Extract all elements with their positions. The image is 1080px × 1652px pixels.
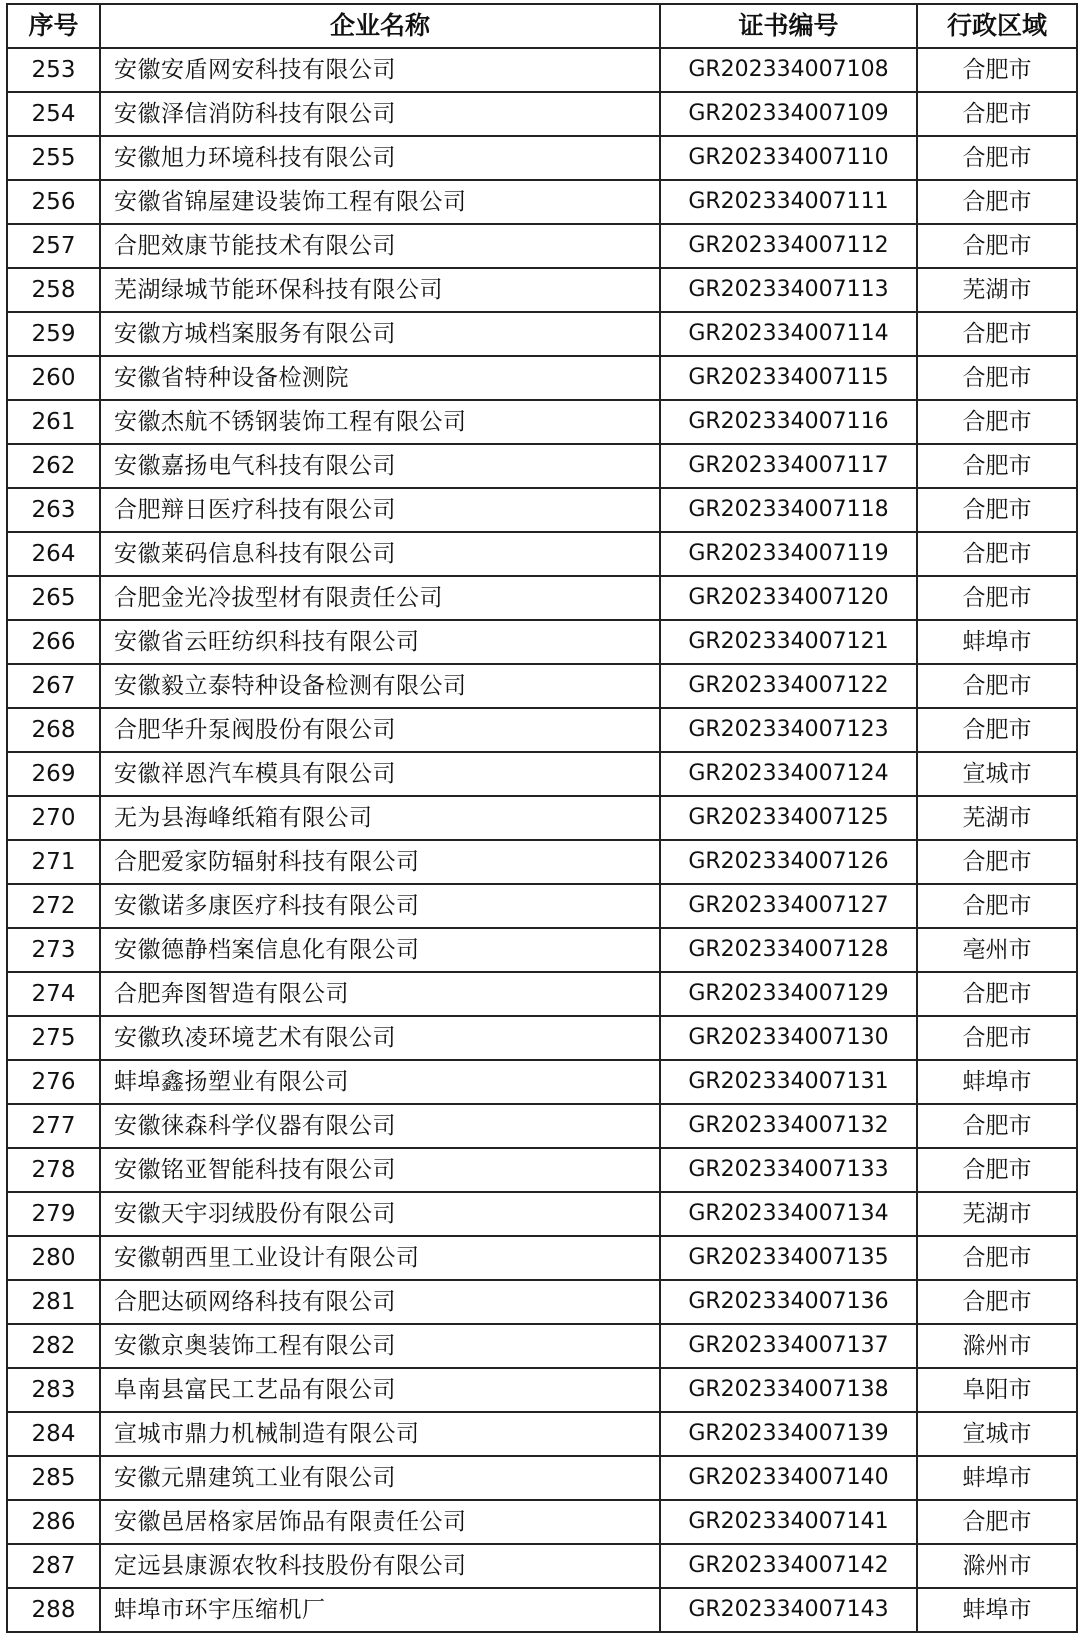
cell-company-name: 定远县康源农牧科技股份有限公司 [100, 1544, 660, 1588]
cell-company-name: 蚌埠鑫扬塑业有限公司 [100, 1060, 660, 1104]
cell-company-name: 安徽邑居格家居饰品有限责任公司 [100, 1500, 660, 1544]
cell-certificate-number: GR202334007115 [660, 356, 917, 400]
cell-certificate-number: GR202334007139 [660, 1412, 917, 1456]
cell-certificate-number: GR202334007108 [660, 48, 917, 92]
cell-certificate-number: GR202334007113 [660, 268, 917, 312]
cell-serial-number: 286 [7, 1500, 100, 1544]
cell-serial-number: 284 [7, 1412, 100, 1456]
cell-certificate-number: GR202334007109 [660, 92, 917, 136]
cell-certificate-number: GR202334007135 [660, 1236, 917, 1280]
cell-certificate-number: GR202334007131 [660, 1060, 917, 1104]
cell-company-name: 合肥金光冷拔型材有限责任公司 [100, 576, 660, 620]
cell-company-name: 安徽铭亚智能科技有限公司 [100, 1148, 660, 1192]
cell-company-name: 安徽泽信消防科技有限公司 [100, 92, 660, 136]
header-serial-number: 序号 [7, 4, 100, 48]
cell-company-name: 安徽毅立泰特种设备检测有限公司 [100, 664, 660, 708]
cell-company-name: 安徽德静档案信息化有限公司 [100, 928, 660, 972]
cell-serial-number: 264 [7, 532, 100, 576]
cell-certificate-number: GR202334007137 [660, 1324, 917, 1368]
cell-serial-number: 270 [7, 796, 100, 840]
cell-administrative-region: 合肥市 [917, 1104, 1077, 1148]
table-row [7, 356, 1077, 400]
table-row [7, 1236, 1077, 1280]
table-row [7, 1456, 1077, 1500]
table-row [7, 312, 1077, 356]
cell-serial-number: 275 [7, 1016, 100, 1060]
cell-company-name: 安徽旭力环境科技有限公司 [100, 136, 660, 180]
cell-company-name: 宣城市鼎力机械制造有限公司 [100, 1412, 660, 1456]
table-row [7, 532, 1077, 576]
table-row [7, 400, 1077, 444]
cell-certificate-number: GR202334007116 [660, 400, 917, 444]
table-row [7, 796, 1077, 840]
cell-company-name: 安徽方城档案服务有限公司 [100, 312, 660, 356]
cell-certificate-number: GR202334007111 [660, 180, 917, 224]
table-row [7, 708, 1077, 752]
cell-administrative-region: 合肥市 [917, 1148, 1077, 1192]
cell-certificate-number: GR202334007123 [660, 708, 917, 752]
cell-administrative-region: 合肥市 [917, 92, 1077, 136]
cell-company-name: 安徽朝西里工业设计有限公司 [100, 1236, 660, 1280]
cell-company-name: 安徽安盾网安科技有限公司 [100, 48, 660, 92]
table-row [7, 752, 1077, 796]
cell-certificate-number: GR202334007136 [660, 1280, 917, 1324]
cell-serial-number: 274 [7, 972, 100, 1016]
table-row [7, 1060, 1077, 1104]
table-row [7, 224, 1077, 268]
cell-serial-number: 280 [7, 1236, 100, 1280]
cell-serial-number: 269 [7, 752, 100, 796]
cell-serial-number: 255 [7, 136, 100, 180]
cell-serial-number: 277 [7, 1104, 100, 1148]
cell-serial-number: 266 [7, 620, 100, 664]
cell-serial-number: 268 [7, 708, 100, 752]
cell-administrative-region: 合肥市 [917, 312, 1077, 356]
cell-serial-number: 283 [7, 1368, 100, 1412]
table-row [7, 840, 1077, 884]
cell-company-name: 合肥效康节能技术有限公司 [100, 224, 660, 268]
cell-certificate-number: GR202334007117 [660, 444, 917, 488]
cell-certificate-number: GR202334007143 [660, 1588, 917, 1632]
cell-administrative-region: 合肥市 [917, 1016, 1077, 1060]
cell-serial-number: 278 [7, 1148, 100, 1192]
cell-company-name: 合肥奔图智造有限公司 [100, 972, 660, 1016]
cell-serial-number: 261 [7, 400, 100, 444]
cell-administrative-region: 合肥市 [917, 1500, 1077, 1544]
cell-administrative-region: 芜湖市 [917, 796, 1077, 840]
cell-administrative-region: 合肥市 [917, 1280, 1077, 1324]
cell-administrative-region: 合肥市 [917, 884, 1077, 928]
table-row [7, 488, 1077, 532]
cell-serial-number: 279 [7, 1192, 100, 1236]
cell-administrative-region: 合肥市 [917, 972, 1077, 1016]
cell-serial-number: 253 [7, 48, 100, 92]
cell-company-name: 安徽莱码信息科技有限公司 [100, 532, 660, 576]
cell-certificate-number: GR202334007132 [660, 1104, 917, 1148]
cell-administrative-region: 宣城市 [917, 752, 1077, 796]
cell-company-name: 安徽诺多康医疗科技有限公司 [100, 884, 660, 928]
cell-serial-number: 273 [7, 928, 100, 972]
table-row [7, 1148, 1077, 1192]
cell-certificate-number: GR202334007124 [660, 752, 917, 796]
cell-administrative-region: 合肥市 [917, 444, 1077, 488]
table-row [7, 1544, 1077, 1588]
cell-company-name: 安徽嘉扬电气科技有限公司 [100, 444, 660, 488]
table-body [7, 48, 1077, 1632]
cell-serial-number: 288 [7, 1588, 100, 1632]
table-row [7, 1192, 1077, 1236]
cell-certificate-number: GR202334007140 [660, 1456, 917, 1500]
table-row [7, 1016, 1077, 1060]
cell-company-name: 阜南县富民工艺品有限公司 [100, 1368, 660, 1412]
cell-company-name: 安徽祥恩汽车模具有限公司 [100, 752, 660, 796]
cell-administrative-region: 蚌埠市 [917, 1456, 1077, 1500]
cell-administrative-region: 合肥市 [917, 48, 1077, 92]
cell-administrative-region: 合肥市 [917, 136, 1077, 180]
table-row [7, 1368, 1077, 1412]
cell-certificate-number: GR202334007133 [660, 1148, 917, 1192]
cell-serial-number: 263 [7, 488, 100, 532]
cell-serial-number: 281 [7, 1280, 100, 1324]
header-company-name: 企业名称 [100, 4, 660, 48]
cell-serial-number: 260 [7, 356, 100, 400]
cell-company-name: 安徽省特种设备检测院 [100, 356, 660, 400]
cell-company-name: 无为县海峰纸箱有限公司 [100, 796, 660, 840]
cell-certificate-number: GR202334007118 [660, 488, 917, 532]
cell-administrative-region: 合肥市 [917, 664, 1077, 708]
cell-administrative-region: 合肥市 [917, 400, 1077, 444]
table-row [7, 1324, 1077, 1368]
cell-company-name: 安徽省云旺纺织科技有限公司 [100, 620, 660, 664]
cell-certificate-number: GR202334007127 [660, 884, 917, 928]
cell-certificate-number: GR202334007138 [660, 1368, 917, 1412]
cell-certificate-number: GR202334007141 [660, 1500, 917, 1544]
cell-serial-number: 271 [7, 840, 100, 884]
cell-serial-number: 262 [7, 444, 100, 488]
cell-administrative-region: 蚌埠市 [917, 620, 1077, 664]
cell-company-name: 安徽杰航不锈钢装饰工程有限公司 [100, 400, 660, 444]
cell-serial-number: 256 [7, 180, 100, 224]
cell-administrative-region: 芜湖市 [917, 1192, 1077, 1236]
cell-certificate-number: GR202334007142 [660, 1544, 917, 1588]
cell-serial-number: 257 [7, 224, 100, 268]
cell-serial-number: 265 [7, 576, 100, 620]
cell-certificate-number: GR202334007126 [660, 840, 917, 884]
cell-administrative-region: 合肥市 [917, 356, 1077, 400]
cell-company-name: 合肥辩日医疗科技有限公司 [100, 488, 660, 532]
cell-serial-number: 276 [7, 1060, 100, 1104]
cell-serial-number: 267 [7, 664, 100, 708]
table-row [7, 1588, 1077, 1632]
cell-serial-number: 254 [7, 92, 100, 136]
cell-serial-number: 287 [7, 1544, 100, 1588]
cell-administrative-region: 合肥市 [917, 488, 1077, 532]
table-row [7, 620, 1077, 664]
enterprise-table [6, 3, 1078, 1633]
cell-administrative-region: 合肥市 [917, 224, 1077, 268]
cell-certificate-number: GR202334007119 [660, 532, 917, 576]
cell-serial-number: 282 [7, 1324, 100, 1368]
cell-certificate-number: GR202334007122 [660, 664, 917, 708]
table-row [7, 92, 1077, 136]
cell-certificate-number: GR202334007121 [660, 620, 917, 664]
cell-certificate-number: GR202334007114 [660, 312, 917, 356]
table-row [7, 972, 1077, 1016]
cell-company-name: 安徽京奥装饰工程有限公司 [100, 1324, 660, 1368]
table-row [7, 576, 1077, 620]
table-row [7, 136, 1077, 180]
cell-company-name: 安徽元鼎建筑工业有限公司 [100, 1456, 660, 1500]
header-administrative-region: 行政区域 [917, 4, 1077, 48]
cell-serial-number: 258 [7, 268, 100, 312]
cell-administrative-region: 滁州市 [917, 1324, 1077, 1368]
table-row [7, 1104, 1077, 1148]
table-row [7, 928, 1077, 972]
cell-administrative-region: 蚌埠市 [917, 1060, 1077, 1104]
table-row [7, 268, 1077, 312]
cell-certificate-number: GR202334007125 [660, 796, 917, 840]
cell-certificate-number: GR202334007130 [660, 1016, 917, 1060]
cell-certificate-number: GR202334007134 [660, 1192, 917, 1236]
cell-administrative-region: 合肥市 [917, 708, 1077, 752]
cell-certificate-number: GR202334007112 [660, 224, 917, 268]
cell-company-name: 安徽玖凌环境艺术有限公司 [100, 1016, 660, 1060]
cell-company-name: 安徽省锦屋建设装饰工程有限公司 [100, 180, 660, 224]
cell-company-name: 合肥爱家防辐射科技有限公司 [100, 840, 660, 884]
table-row [7, 180, 1077, 224]
cell-certificate-number: GR202334007128 [660, 928, 917, 972]
table-row [7, 48, 1077, 92]
cell-administrative-region: 合肥市 [917, 532, 1077, 576]
cell-administrative-region: 合肥市 [917, 840, 1077, 884]
cell-serial-number: 285 [7, 1456, 100, 1500]
table-row [7, 1500, 1077, 1544]
cell-company-name: 安徽天宇羽绒股份有限公司 [100, 1192, 660, 1236]
cell-administrative-region: 宣城市 [917, 1412, 1077, 1456]
cell-administrative-region: 滁州市 [917, 1544, 1077, 1588]
cell-administrative-region: 芜湖市 [917, 268, 1077, 312]
table-row [7, 444, 1077, 488]
table-row [7, 664, 1077, 708]
cell-certificate-number: GR202334007110 [660, 136, 917, 180]
cell-company-name: 蚌埠市环宇压缩机厂 [100, 1588, 660, 1632]
cell-serial-number: 272 [7, 884, 100, 928]
cell-administrative-region: 蚌埠市 [917, 1588, 1077, 1632]
cell-serial-number: 259 [7, 312, 100, 356]
table-row [7, 884, 1077, 928]
cell-administrative-region: 合肥市 [917, 180, 1077, 224]
cell-company-name: 合肥华升泵阀股份有限公司 [100, 708, 660, 752]
cell-administrative-region: 亳州市 [917, 928, 1077, 972]
cell-certificate-number: GR202334007120 [660, 576, 917, 620]
cell-administrative-region: 合肥市 [917, 576, 1077, 620]
header-certificate-number: 证书编号 [660, 4, 917, 48]
cell-administrative-region: 阜阳市 [917, 1368, 1077, 1412]
table-row [7, 1412, 1077, 1456]
cell-administrative-region: 合肥市 [917, 1236, 1077, 1280]
cell-company-name: 合肥达硕网络科技有限公司 [100, 1280, 660, 1324]
table-header-row [7, 4, 1077, 48]
table-row [7, 1280, 1077, 1324]
cell-certificate-number: GR202334007129 [660, 972, 917, 1016]
cell-company-name: 芜湖绿城节能环保科技有限公司 [100, 268, 660, 312]
cell-company-name: 安徽徕森科学仪器有限公司 [100, 1104, 660, 1148]
